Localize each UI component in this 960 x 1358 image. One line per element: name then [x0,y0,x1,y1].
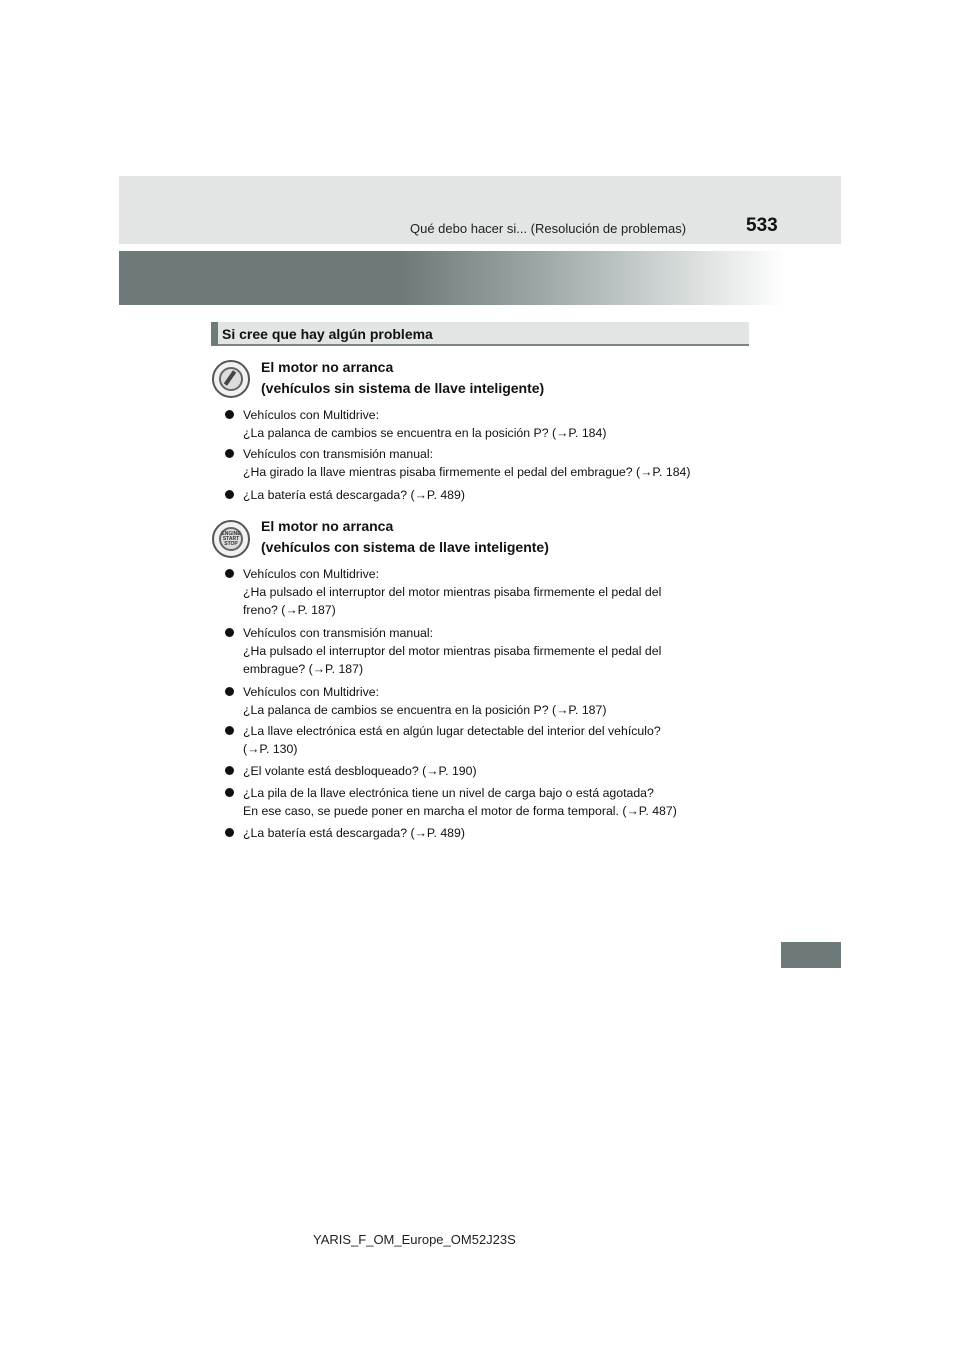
list-item [243,824,746,842]
item-text: ¿Ha girado la llave mientras pisaba firmemente el pedal del embrague? (→P. 184) [243,465,691,479]
bullet-icon [225,766,234,775]
header-title: Qué debo hacer si... (Resolución de problemas) [410,221,687,236]
bullet-icon [225,628,234,637]
item-text: ¿La pila de la llave electrónica tiene un nivel de carga bajo o está agotada? [243,786,654,800]
icon-text-stop: STOP [224,541,238,547]
item-text: Vehículos con Multidrive: [243,685,380,699]
list-item [243,722,746,758]
list-item [243,624,746,678]
item-text: ¿Ha pulsado el interruptor del motor mientras pisaba firmemente el pedal del [243,585,662,599]
item-text: ¿La llave electrónica está en algún lugar detectable del interior del vehículo? [243,724,661,738]
list-item [243,486,746,504]
bullet-icon [225,788,234,797]
bullet-icon [225,569,234,578]
section-title: Si cree que hay algún problema [222,326,433,342]
item-text: ¿La batería está descargada? (→P. 489) [243,826,465,840]
item-text: En ese caso, se puede poner en marcha el motor de forma temporal. (→P. 487) [243,804,677,818]
bullet-icon [225,490,234,499]
engine-start-stop-button-icon [212,520,250,558]
group-2-heading-line2: (vehículos con sistema de llave inteligente) [261,539,549,555]
item-text: ¿La batería está descargada? (→P. 489) [243,488,465,502]
bullet-icon [225,687,234,696]
group-1-heading-line1: El motor no arranca [261,359,394,375]
group-1-heading-line2: (vehículos sin sistema de llave inteligente) [261,380,545,396]
icon-text-start: START [222,536,240,542]
chapter-gradient-bar [119,251,787,305]
list-item [243,406,746,442]
item-text: Vehículos con transmisión manual: [243,626,434,640]
ignition-key-switch-icon [212,360,250,398]
item-text: (→P. 130) [243,742,298,756]
list-item [243,784,746,820]
item-text: Vehículos con Multidrive: [243,567,380,581]
chapter-side-tab [781,942,841,968]
item-text: ¿Ha pulsado el interruptor del motor mientras pisaba firmemente el pedal del [243,644,662,658]
bullet-icon [225,726,234,735]
footer-code: YARIS_F_OM_Europe_OM52J23S [313,1232,516,1247]
bullet-icon [225,449,234,458]
item-text: Vehículos con transmisión manual: [243,447,434,461]
item-text: ¿El volante está desbloqueado? (→P. 190) [243,764,477,778]
item-text: ¿La palanca de cambios se encuentra en la posición P? (→P. 184) [243,426,607,440]
bullet-icon [225,828,234,837]
list-item [243,683,746,719]
item-text: Vehículos con Multidrive: [243,408,380,422]
icon-text-engine: ENGINE [221,531,241,537]
start-button-label [221,532,241,547]
list-item [243,565,746,619]
bullet-icon [225,410,234,419]
item-text: freno? (→P. 187) [243,603,336,617]
item-text: embrague? (→P. 187) [243,662,364,676]
list-item [243,445,746,481]
group-2-heading-line1: El motor no arranca [261,518,394,534]
list-item [243,762,746,780]
item-text: ¿La palanca de cambios se encuentra en la posición P? (→P. 187) [243,703,607,717]
page-number: 533 [746,215,778,236]
